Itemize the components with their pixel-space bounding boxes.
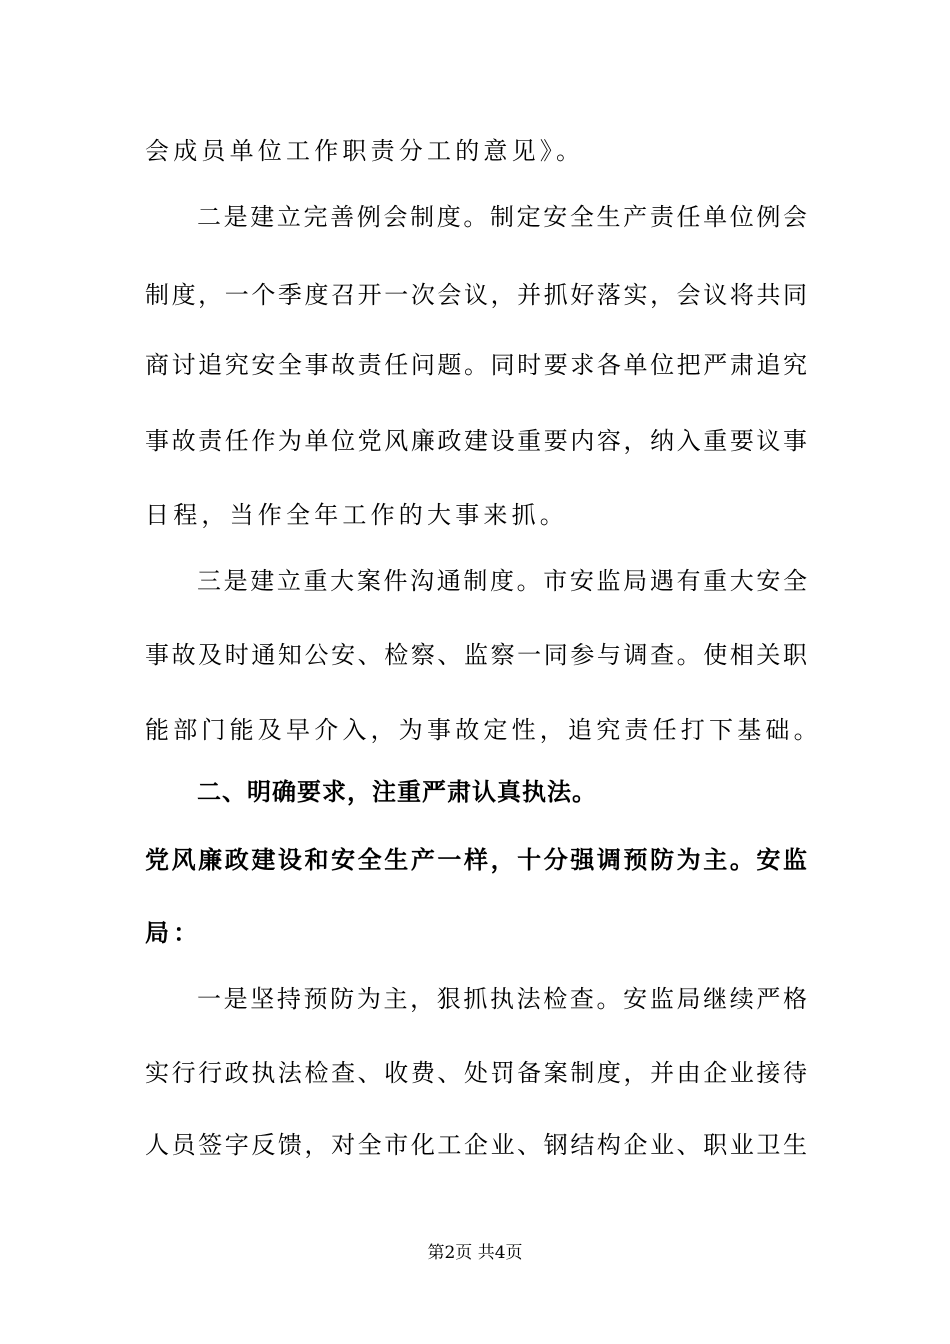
text-line-11: 党风廉政建设和安全生产一样，十分强调预防为主。安监 bbox=[145, 846, 807, 874]
text-line-6: 日程，当作全年工作的大事来抓。 bbox=[145, 501, 568, 529]
text-line-4: 商讨追究安全事故责任问题。同时要求各单位把严肃追究 bbox=[145, 351, 807, 379]
text-line-2: 二是建立完善例会制度。制定安全生产责任单位例会 bbox=[197, 203, 807, 231]
section-heading: 二、明确要求，注重严肃认真执法。 bbox=[197, 778, 597, 806]
text-line-3: 制度，一个季度召开一次会议，并抓好落实，会议将共同 bbox=[145, 281, 807, 309]
text-line-8: 事故及时通知公安、检察、监察一同参与调查。使相关职 bbox=[145, 641, 807, 669]
text-line-7: 三是建立重大案件沟通制度。市安监局遇有重大安全 bbox=[197, 567, 807, 595]
text-line-1: 会成员单位工作职责分工的意见》。 bbox=[145, 137, 585, 165]
page-footer: 第2页 共4页 bbox=[427, 1243, 523, 1263]
text-line-14: 实行行政执法检查、收费、处罚备案制度，并由企业接待 bbox=[145, 1059, 807, 1087]
text-line-9: 能部门能及早介入，为事故定性，追究责任打下基础。 bbox=[145, 716, 822, 744]
text-line-5: 事故责任作为单位党风廉政建设重要内容，纳入重要议事 bbox=[145, 427, 807, 455]
text-line-13: 一是坚持预防为主，狠抓执法检查。安监局继续严格 bbox=[197, 985, 807, 1013]
text-line-12: 局： bbox=[145, 919, 202, 947]
text-line-15: 人员签字反馈，对全市化工企业、钢结构企业、职业卫生 bbox=[145, 1131, 807, 1159]
